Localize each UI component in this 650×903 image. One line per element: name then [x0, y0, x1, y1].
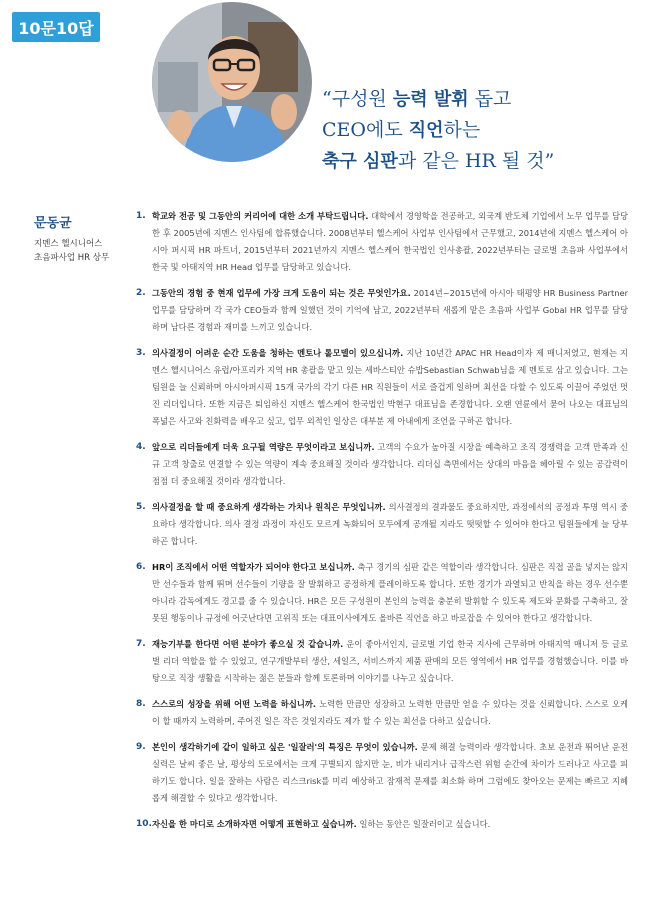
qa-body	[152, 559, 628, 627]
qa-number: 5.	[136, 502, 146, 512]
quote-emphasis: 축구 심판	[322, 151, 398, 172]
qa-question: 의사결정이 어려운 순간 도움을 청하는 멘토나 롤모델이 있으십니까.	[152, 348, 404, 358]
qa-answer: 문제 해결 능력이라 생각합니다. 초보 운전과 뛰어난 운전 실력은 날씨 좋은 날, 평상의 도로에서는 크게 구별되지 않지만 눈, 비가 내리거나 급작스런 위험 순간에 차이가 드러나고 사고를 피하기도 합니다. 일을 잘하는 사람은 리스크risk를 미리 예상하고 잠재적 문제를 최소화 하며 그럼에도 찾아오는 문제는 빠르고 지혜롭게 해결할 수 있다고 생각합니다.	[152, 742, 628, 803]
headline-quote	[322, 84, 642, 177]
portrait-photo	[152, 2, 312, 162]
qa-item	[136, 559, 628, 627]
person-name: 문동균	[34, 216, 72, 231]
qa-number: 8.	[136, 699, 146, 709]
section-tag: 10문10답	[12, 12, 100, 42]
qa-item	[136, 696, 628, 730]
qa-body	[152, 696, 628, 730]
qa-list	[136, 208, 628, 842]
qa-question: 그동안의 경험 중 현재 업무에 가장 크게 도움이 되는 것은 무엇인가요.	[152, 288, 411, 298]
qa-question: 재능기부를 한다면 어떤 분야가 좋으실 것 같습니까.	[152, 639, 344, 649]
person-company: 지멘스 헬시니어스	[34, 239, 103, 249]
qa-item	[136, 816, 628, 833]
quote-text: 돕고	[468, 88, 512, 110]
qa-answer: 의사결정의 결과물도 중요하지만, 과정에서의 공정과 투명 역시 중요하다 생각합니다. 의사 결정 과정이 자신도 모르게 녹화되어 모두에게 공개될 지라도 떳떳할 수 있어야 한다고 팀원들에게 늘 당부하곤 합니다.	[152, 502, 628, 546]
qa-answer: 고객의 수요가 높아질 시장을 예측하고 조직 경쟁력을 고객 만족과 신규 고객 창출로 연결할 수 있는 역량이 계속 중요해질 것이라 생각합니다. 리더십 측면에서는 상대의 마음을 헤아릴 수 있는 공감력이 점점 더 중요해질 것이라 생각합니다.	[152, 442, 628, 486]
qa-body	[152, 636, 628, 687]
quote-text: 하는	[443, 119, 481, 141]
qa-number: 6.	[136, 562, 146, 572]
qa-answer: 운이 좋아서인지, 글로벌 기업 한국 지사에 근무하며 아태지역 매니저 등 글로벌 리더 역할을 할 수 있었고, 연구개발부터 생산, 세일즈, 서비스까지 제품 판매의 모든 영역에서 HR 업무를 경험했습니다. 이를 바탕으로 직장 생활을 시작하는 젊은 분들과 함께 토론하며 이야기를 나누고 싶습니다.	[152, 639, 629, 683]
quote-text: CEO에도	[322, 119, 409, 141]
qa-item	[136, 345, 628, 430]
qa-answer: 대학에서 경영학을 전공하고, 외국계 반도체 기업에서 노무 업무를 담당한 후 2005년에 지멘스 인사팀에 합류했습니다. 2008년부터 헬스케어 사업부 인사팀에서 근무했고, 2014년에 지멘스 헬스케어 아시아 퍼시픽 HR 파트너, 2015년부터 2021년까지 지멘스 헬스케어 한국법인 인사총괄, 2022년부터는 글로벌 초음파 사업부에서 한국 및 아태지역 HR Head 업무를 담당하고 있습니다.	[152, 211, 628, 272]
qa-body	[152, 345, 628, 430]
qa-answer: 일하는 동안은 일잘러이고 싶습니다.	[356, 819, 491, 829]
quote-line-1	[322, 84, 642, 115]
qa-question: 의사결정을 할 때 중요하게 생각하는 가치나 원칙은 무엇입니까.	[152, 502, 386, 512]
qa-body	[152, 499, 628, 550]
quote-text: 구성원	[331, 88, 393, 110]
qa-question: 자신을 한 마디로 소개하자면 어떻게 표현하고 싶습니까.	[152, 819, 357, 829]
qa-body	[152, 285, 628, 336]
qa-number: 2.	[136, 288, 146, 298]
qa-number: 1.	[136, 211, 146, 221]
qa-number: 4.	[136, 442, 146, 452]
quote-emphasis: 능력 발휘	[392, 89, 469, 110]
qa-number: 10.	[136, 819, 152, 829]
qa-item	[136, 499, 628, 550]
qa-answer: 축구 경기의 심판 같은 역할이라 생각합니다. 심판은 직접 골을 넣지는 않지만 선수들과 함께 뛰며 선수들이 기량을 잘 발휘하고 공정하게 플레이하도록 합니다. 또한 경기가 과열되고 반칙을 하는 경우 선수뿐 아니라 감독에게도 경고를 줄 수 있습니다. HR은 모든 구성원이 본인의 능력을 충분히 발휘할 수 있도록 제도와 문화를 구축하고, 잘못된 행동이나 규정에 어긋난다면 고위직 또는 대표이사에게도 올바른 직언을 하고 바로잡을 수 있어야 한다고 생각합니다.	[152, 562, 628, 623]
qa-question: 학교와 전공 및 그동안의 커리어에 대한 소개 부탁드립니다.	[152, 211, 369, 221]
portrait-illustration	[152, 2, 312, 162]
quote-line-2	[322, 115, 642, 146]
qa-number: 9.	[136, 742, 146, 752]
qa-question: 본인이 생각하기에 같이 일하고 싶은 '일잘러'의 특징은 무엇이 있습니까.	[152, 742, 418, 752]
qa-number: 3.	[136, 348, 146, 358]
qa-body	[152, 208, 628, 276]
qa-number: 7.	[136, 639, 146, 649]
qa-question: 앞으로 리더들에게 더욱 요구될 역량은 무엇이라고 보십니까.	[152, 442, 375, 452]
qa-question: 스스로의 성장을 위해 어떤 노력을 하십니까.	[152, 699, 317, 709]
quote-line-3	[322, 146, 642, 177]
person-title: 초음파사업 HR 상무	[34, 253, 110, 263]
quote-text: 과 같은 HR 될 것”	[397, 150, 555, 172]
qa-question: HR이 조직에서 어떤 역할자가 되어야 한다고 보십니까.	[152, 562, 355, 572]
qa-body	[152, 439, 628, 490]
qa-body	[152, 739, 628, 807]
qa-item	[136, 285, 628, 336]
quote-emphasis: 직언	[408, 120, 444, 141]
qa-body	[152, 816, 628, 833]
qa-item	[136, 739, 628, 807]
qa-answer: 노력한 만큼만 성장하고 노력한 만큼만 얻을 수 있다는 것을 신뢰합니다. 스스로 오케이 할 때까지 노력하며, 주어진 일은 작은 것일지라도 제가 할 수 있는 최선을 다하고 싶습니다.	[152, 699, 628, 726]
qa-item	[136, 208, 628, 276]
quote-open-mark: “	[322, 88, 332, 110]
qa-answer: 지난 10년간 APAC HR Head이자 제 매니저였고, 현재는 지멘스 헬시니어스 유럽/아프리카 지역 HR 총괄을 맡고 있는 세바스티안 슈밥Sebastian Schwab님을 제 멘토로 삼고 있습니다. 그는 팀원을 늘 신뢰하며 아시아퍼시픽 15개 국가의 각기 다른 HR 직원들이 서로 즐겁게 일하며 최선을 다할 수 있도록 이끌어 주었던 멋진 리더입니다. 또한 지금은 퇴임하신 지멘스 헬스케어 한국법인 박현구 대표님을 존경합니다. 오랜 연륜에서 묻어 나오는 대표님의 폭넓은 사고와 친화력을 배우고 싶고, 업무 외적인 일상은 대부분 제 아내에게 조언을 구하곤 합니다.	[152, 348, 628, 426]
qa-answer: 2014년~2015년에 아시아 태평양 HR Business Partner 업무를 담당하며 각 국가 CEO들과 함께 일했던 것이 기억에 남고, 2022년부터 새롭게 맡은 초음파 사업부 Gobal HR 업무를 담당하며 남다른 경험과 재미를 느끼고 있습니다.	[152, 288, 628, 332]
qa-item	[136, 636, 628, 687]
qa-item	[136, 439, 628, 490]
person-info	[34, 212, 134, 265]
